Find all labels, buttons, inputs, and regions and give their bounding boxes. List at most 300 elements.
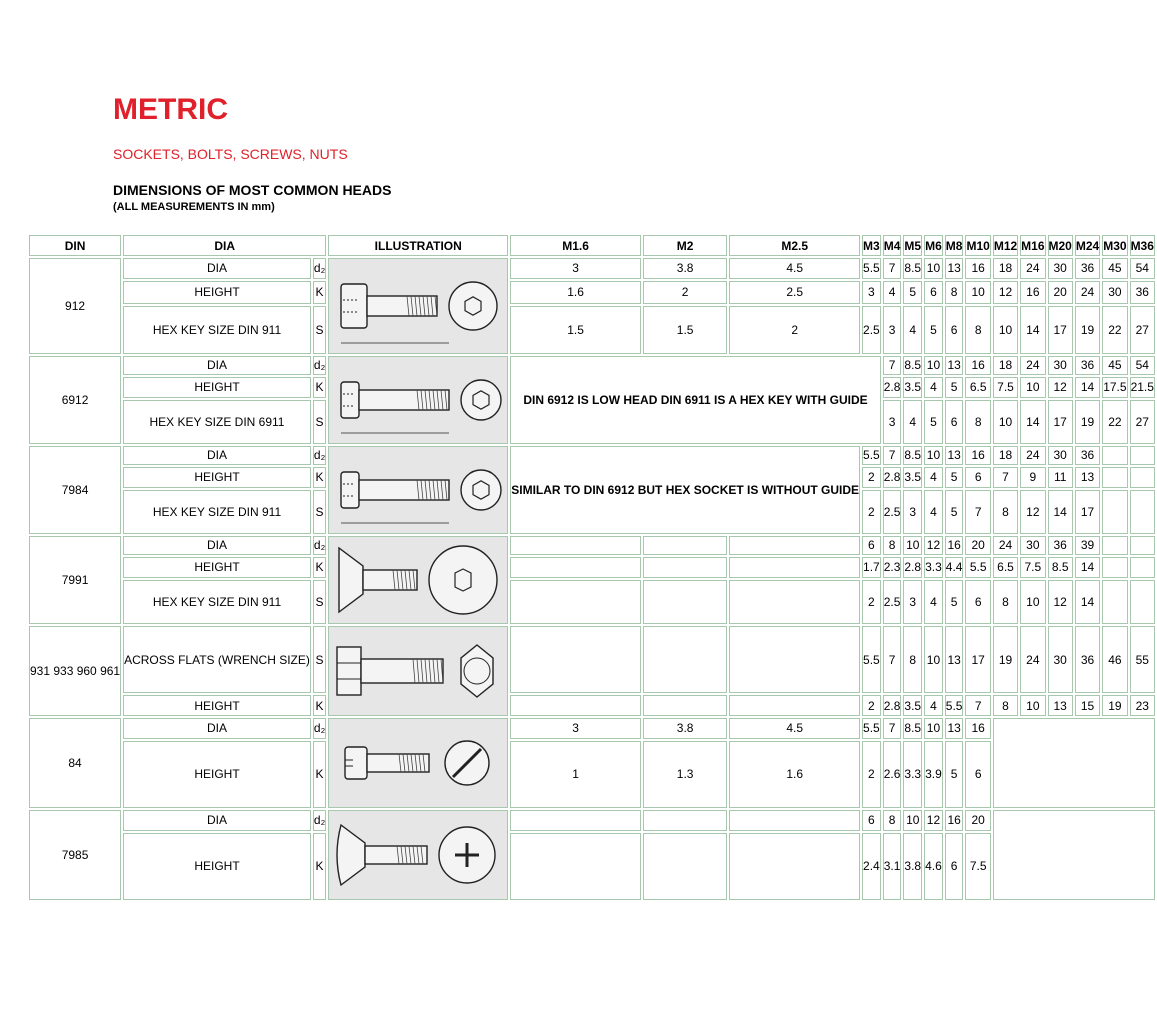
table-subheading: (ALL MEASUREMENTS IN mm)	[113, 201, 275, 213]
table-cell: 3	[883, 306, 902, 354]
header-dia: DIA	[123, 235, 326, 256]
table-cell: 10	[993, 400, 1018, 444]
table-cell	[1130, 446, 1155, 465]
table-cell: 16	[945, 810, 964, 831]
table-cell: 3	[862, 281, 881, 304]
table-cell: 5.5	[862, 718, 881, 739]
table-cell: 14	[1020, 400, 1045, 444]
table-cell: 22	[1102, 400, 1127, 444]
row-label: DIA	[123, 356, 311, 375]
table-cell	[643, 536, 727, 555]
din-number: 912	[29, 258, 121, 354]
table-cell: 9	[1020, 467, 1045, 488]
table-cell: 2.5	[862, 306, 881, 354]
table-row	[29, 258, 1155, 279]
table-cell: 6	[945, 400, 964, 444]
illustration-cell	[328, 626, 508, 716]
table-cell	[729, 810, 860, 831]
table-cell: 15	[1075, 695, 1100, 716]
header-m30: M30	[1102, 235, 1127, 256]
row-symbol: d₂	[313, 356, 326, 375]
din-number: 7985	[29, 810, 121, 900]
table-cell	[1130, 580, 1155, 624]
table-cell: 30	[1048, 356, 1073, 375]
table-cell: 14	[1020, 306, 1045, 354]
table-cell: 5.5	[862, 626, 881, 693]
row-label: HEIGHT	[123, 833, 311, 900]
table-cell: 12	[1020, 490, 1045, 534]
table-row	[29, 356, 1155, 375]
table-cell: 20	[965, 810, 990, 831]
row-label: HEX KEY SIZE DIN 911	[123, 580, 311, 624]
table-cell	[729, 536, 860, 555]
table-cell	[1102, 467, 1127, 488]
row-label: HEX KEY SIZE DIN 911	[123, 490, 311, 534]
table-cell	[643, 557, 727, 578]
table-cell	[729, 557, 860, 578]
table-cell: 10	[1020, 377, 1045, 398]
low-head-socket-screw-icon	[329, 447, 507, 533]
row-label: HEIGHT	[123, 557, 311, 578]
table-cell: 13	[1075, 467, 1100, 488]
table-cell: 4	[924, 377, 943, 398]
table-cell: 1.6	[729, 741, 860, 808]
table-cell: 8	[903, 626, 922, 693]
table-cell	[1130, 557, 1155, 578]
table-cell: 4	[903, 306, 922, 354]
table-row	[29, 580, 1155, 624]
row-label: DIA	[123, 536, 311, 555]
table-cell: 10	[924, 446, 943, 465]
row-label: HEIGHT	[123, 695, 311, 716]
table-cell: 7.5	[965, 833, 990, 900]
table-cell: 3.5	[903, 377, 922, 398]
table-cell: 13	[945, 626, 964, 693]
table-cell: 5	[945, 467, 964, 488]
table-cell: 1.6	[510, 281, 641, 304]
table-cell: 1	[510, 741, 641, 808]
table-cell: 6	[862, 810, 881, 831]
row-symbol: K	[313, 557, 326, 578]
table-cell: 3.3	[924, 557, 943, 578]
header-m16: M16	[1020, 235, 1045, 256]
table-cell: 4	[924, 580, 943, 624]
table-cell: 10	[993, 306, 1018, 354]
table-heading: DIMENSIONS OF MOST COMMON HEADS	[113, 182, 392, 198]
table-row	[29, 626, 1155, 693]
header-m10: M10	[965, 235, 990, 256]
table-cell: 10	[903, 810, 922, 831]
table-cell: 4.5	[729, 258, 860, 279]
table-cell: 3	[510, 258, 641, 279]
table-cell: 2	[729, 306, 860, 354]
table-cell: 5.5	[862, 258, 881, 279]
row-symbol: S	[313, 580, 326, 624]
table-cell	[510, 833, 641, 900]
table-cell: 7	[883, 356, 902, 375]
table-cell: 23	[1130, 695, 1155, 716]
header-m2-5: M2.5	[729, 235, 860, 256]
table-cell	[1130, 536, 1155, 555]
table-cell: 7	[965, 695, 990, 716]
table-cell	[510, 536, 641, 555]
table-cell: 27	[1130, 306, 1155, 354]
table-cell: 2.5	[883, 490, 902, 534]
table-cell: 54	[1130, 356, 1155, 375]
table-cell: 5	[924, 400, 943, 444]
table-cell	[510, 626, 641, 693]
table-cell: 17	[1075, 490, 1100, 534]
row-symbol: d₂	[313, 810, 326, 831]
table-cell: 5	[945, 741, 964, 808]
table-cell: 3.9	[924, 741, 943, 808]
table-cell: 2.4	[862, 833, 881, 900]
table-cell: 36	[1075, 356, 1100, 375]
table-cell: 8	[965, 400, 990, 444]
table-cell: 6.5	[993, 557, 1018, 578]
table-cell: 10	[924, 626, 943, 693]
table-row	[29, 718, 1155, 739]
row-symbol: K	[313, 741, 326, 808]
table-cell: 13	[945, 356, 964, 375]
table-row	[29, 741, 1155, 808]
table-row	[29, 810, 1155, 831]
table-cell: 24	[1020, 626, 1045, 693]
table-cell: 17	[1048, 400, 1073, 444]
table-cell: 19	[1075, 306, 1100, 354]
table-cell: 20	[1048, 281, 1073, 304]
table-cell: 30	[1048, 626, 1073, 693]
table-cell: 8	[965, 306, 990, 354]
table-cell: 7	[883, 626, 902, 693]
page-subtitle: SOCKETS, BOLTS, SCREWS, NUTS	[113, 146, 348, 162]
table-cell: 7	[883, 718, 902, 739]
table-cell: 6	[945, 306, 964, 354]
header-m24: M24	[1075, 235, 1100, 256]
table-cell: 4	[903, 400, 922, 444]
header-m36: M36	[1130, 235, 1155, 256]
table-cell: 5.5	[945, 695, 964, 716]
table-cell: 30	[1048, 258, 1073, 279]
table-cell: 20	[965, 536, 990, 555]
row-label: HEX KEY SIZE DIN 6911	[123, 400, 311, 444]
table-cell	[510, 810, 641, 831]
table-cell: 2.6	[883, 741, 902, 808]
din-number: 931 933 960 961	[29, 626, 121, 716]
din-note: SIMILAR TO DIN 6912 BUT HEX SOCKET IS WITHOUT GUIDE	[510, 446, 860, 534]
table-cell: 18	[993, 446, 1018, 465]
cheese-head-slotted-screw-icon	[329, 719, 507, 807]
table-cell: 5	[945, 580, 964, 624]
head-dimensions-table	[27, 233, 1157, 902]
table-cell: 36	[1075, 626, 1100, 693]
table-cell: 4	[924, 695, 943, 716]
table-cell: 7	[965, 490, 990, 534]
table-cell: 4	[924, 490, 943, 534]
row-label: HEIGHT	[123, 467, 311, 488]
table-cell: 22	[1102, 306, 1127, 354]
header-m4: M4	[883, 235, 902, 256]
row-label: HEIGHT	[123, 741, 311, 808]
table-cell: 2.8	[883, 695, 902, 716]
table-cell: 5	[945, 377, 964, 398]
table-cell: 12	[924, 536, 943, 555]
table-cell: 13	[1048, 695, 1073, 716]
table-cell: 16	[965, 258, 990, 279]
table-cell: 2.5	[729, 281, 860, 304]
table-cell: 8	[883, 810, 902, 831]
hex-bolt-icon	[329, 627, 507, 715]
table-cell	[1102, 446, 1127, 465]
table-cell: 14	[1075, 377, 1100, 398]
table-cell: 6.5	[965, 377, 990, 398]
table-cell: 36	[1075, 258, 1100, 279]
table-cell: 30	[1048, 446, 1073, 465]
header-m8: M8	[945, 235, 964, 256]
table-cell	[643, 695, 727, 716]
table-cell	[729, 833, 860, 900]
table-cell: 13	[945, 718, 964, 739]
low-head-socket-screw-icon	[329, 357, 507, 443]
table-cell: 2	[643, 281, 727, 304]
table-cell: 10	[1020, 695, 1045, 716]
din-number: 7984	[29, 446, 121, 534]
table-cell: 4	[883, 281, 902, 304]
table-cell: 3.8	[643, 718, 727, 739]
table-cell: 1.7	[862, 557, 881, 578]
din-number: 7991	[29, 536, 121, 624]
row-label: HEIGHT	[123, 377, 311, 398]
table-cell: 3	[903, 580, 922, 624]
table-cell	[510, 695, 641, 716]
table-cell: 4.6	[924, 833, 943, 900]
table-row	[29, 557, 1155, 578]
table-cell: 2.8	[883, 377, 902, 398]
table-cell: 8.5	[1048, 557, 1073, 578]
din-number: 6912	[29, 356, 121, 444]
table-cell: 2	[862, 490, 881, 534]
table-cell	[643, 580, 727, 624]
page-title: METRIC	[113, 93, 228, 126]
table-cell: 3.5	[903, 467, 922, 488]
table-cell: 6	[945, 833, 964, 900]
table-cell: 5	[924, 306, 943, 354]
header-illustration: ILLUSTRATION	[328, 235, 508, 256]
table-cell: 7	[883, 258, 902, 279]
table-cell: 13	[945, 258, 964, 279]
table-cell: 30	[1102, 281, 1127, 304]
table-cell: 3.5	[903, 695, 922, 716]
table-cell: 14	[1048, 490, 1073, 534]
table-cell: 10	[1020, 580, 1045, 624]
table-cell: 8	[993, 695, 1018, 716]
table-cell: 16	[1020, 281, 1045, 304]
table-cell: 45	[1102, 258, 1127, 279]
table-cell: 7.5	[993, 377, 1018, 398]
table-cell: 45	[1102, 356, 1127, 375]
header-din: DIN	[29, 235, 121, 256]
row-label: HEIGHT	[123, 281, 311, 304]
table-cell: 7	[883, 446, 902, 465]
table-cell: 3	[510, 718, 641, 739]
header-row	[29, 235, 1155, 256]
table-row	[29, 695, 1155, 716]
table-cell: 36	[1075, 446, 1100, 465]
table-cell: 27	[1130, 400, 1155, 444]
table-cell: 6	[965, 580, 990, 624]
table-cell	[1102, 580, 1127, 624]
table-cell: 7.5	[1020, 557, 1045, 578]
table-cell: 3	[903, 490, 922, 534]
row-symbol: d₂	[313, 536, 326, 555]
table-cell: 5.5	[965, 557, 990, 578]
table-cell: 3.3	[903, 741, 922, 808]
table-cell	[510, 557, 641, 578]
illustration-cell	[328, 446, 508, 534]
table-cell: 10	[903, 536, 922, 555]
table-cell	[643, 810, 727, 831]
header-m12: M12	[993, 235, 1018, 256]
table-cell: 12	[1048, 580, 1073, 624]
table-cell: 1.5	[510, 306, 641, 354]
illustration-cell	[328, 718, 508, 808]
table-cell	[729, 580, 860, 624]
table-cell: 24	[1020, 258, 1045, 279]
row-label: ACROSS FLATS (WRENCH SIZE)	[123, 626, 311, 693]
illustration-cell	[328, 810, 508, 900]
table-cell: 19	[993, 626, 1018, 693]
row-symbol: S	[313, 306, 326, 354]
table-row	[29, 833, 1155, 900]
table-cell	[1130, 490, 1155, 534]
table-cell: 54	[1130, 258, 1155, 279]
table-cell: 24	[1020, 356, 1045, 375]
countersunk-socket-screw-icon	[329, 537, 507, 623]
table-cell: 17	[1048, 306, 1073, 354]
socket-head-cap-screw-icon	[329, 259, 507, 353]
raised-countersunk-phillips-screw-icon	[329, 811, 507, 899]
table-cell: 21.5	[1130, 377, 1155, 398]
table-cell	[1102, 490, 1127, 534]
header-m6: M6	[924, 235, 943, 256]
empty-cell	[993, 718, 1155, 808]
table-cell: 19	[1075, 400, 1100, 444]
table-cell: 10	[924, 356, 943, 375]
row-label: DIA	[123, 810, 311, 831]
empty-cell	[993, 810, 1155, 900]
illustration-cell	[328, 258, 508, 354]
table-cell: 16	[945, 536, 964, 555]
table-cell: 8	[945, 281, 964, 304]
table-cell: 30	[1020, 536, 1045, 555]
table-cell: 19	[1102, 695, 1127, 716]
din-note: DIN 6912 IS LOW HEAD DIN 6911 IS A HEX KEY WITH GUIDE	[510, 356, 881, 444]
row-symbol: K	[313, 467, 326, 488]
table-cell: 10	[965, 281, 990, 304]
table-cell: 2.5	[883, 580, 902, 624]
table-cell: 8	[993, 580, 1018, 624]
table-cell: 14	[1075, 557, 1100, 578]
table-cell: 7	[993, 467, 1018, 488]
table-cell: 5	[903, 281, 922, 304]
table-cell: 16	[965, 356, 990, 375]
table-cell: 8.5	[903, 356, 922, 375]
table-cell: 1.5	[643, 306, 727, 354]
row-label: DIA	[123, 446, 311, 465]
table-cell: 24	[1075, 281, 1100, 304]
row-symbol: K	[313, 377, 326, 398]
table-row	[29, 281, 1155, 304]
table-cell	[1102, 536, 1127, 555]
table-cell: 17	[965, 626, 990, 693]
table-cell: 2	[862, 467, 881, 488]
table-cell: 2	[862, 695, 881, 716]
table-row	[29, 536, 1155, 555]
row-symbol: K	[313, 833, 326, 900]
table-cell: 6	[924, 281, 943, 304]
table-cell	[643, 833, 727, 900]
table-cell	[729, 626, 860, 693]
table-cell: 6	[965, 467, 990, 488]
row-symbol: S	[313, 400, 326, 444]
table-cell: 10	[924, 718, 943, 739]
table-cell: 8.5	[903, 446, 922, 465]
row-symbol: d₂	[313, 446, 326, 465]
table-cell	[1102, 557, 1127, 578]
row-symbol: d₂	[313, 258, 326, 279]
header-m2: M2	[643, 235, 727, 256]
table-cell: 2.8	[883, 467, 902, 488]
table-cell: 12	[924, 810, 943, 831]
table-cell: 17.5	[1102, 377, 1127, 398]
table-cell: 5	[945, 490, 964, 534]
table-cell: 6	[965, 741, 990, 808]
row-symbol: K	[313, 695, 326, 716]
din-number: 84	[29, 718, 121, 808]
table-cell	[643, 626, 727, 693]
table-cell: 2.8	[903, 557, 922, 578]
header-m20: M20	[1048, 235, 1073, 256]
illustration-cell	[328, 356, 508, 444]
table-cell	[729, 695, 860, 716]
table-cell: 5.5	[862, 446, 881, 465]
table-cell: 12	[993, 281, 1018, 304]
table-cell: 2	[862, 580, 881, 624]
table-cell: 36	[1130, 281, 1155, 304]
table-cell: 24	[1020, 446, 1045, 465]
illustration-cell	[328, 536, 508, 624]
table-cell	[510, 580, 641, 624]
table-row	[29, 306, 1155, 354]
row-label: HEX KEY SIZE DIN 911	[123, 306, 311, 354]
table-cell: 8	[993, 490, 1018, 534]
header-m1-6: M1.6	[510, 235, 641, 256]
table-cell: 11	[1048, 467, 1073, 488]
table-cell: 39	[1075, 536, 1100, 555]
row-symbol: K	[313, 281, 326, 304]
table-cell: 3.8	[643, 258, 727, 279]
table-cell: 3.1	[883, 833, 902, 900]
row-symbol: S	[313, 626, 326, 693]
table-cell: 8.5	[903, 258, 922, 279]
table-cell: 1.3	[643, 741, 727, 808]
table-cell: 4.5	[729, 718, 860, 739]
table-cell: 24	[993, 536, 1018, 555]
header-m3: M3	[862, 235, 881, 256]
table-cell: 8.5	[903, 718, 922, 739]
table-cell: 10	[924, 258, 943, 279]
table-cell: 2.3	[883, 557, 902, 578]
